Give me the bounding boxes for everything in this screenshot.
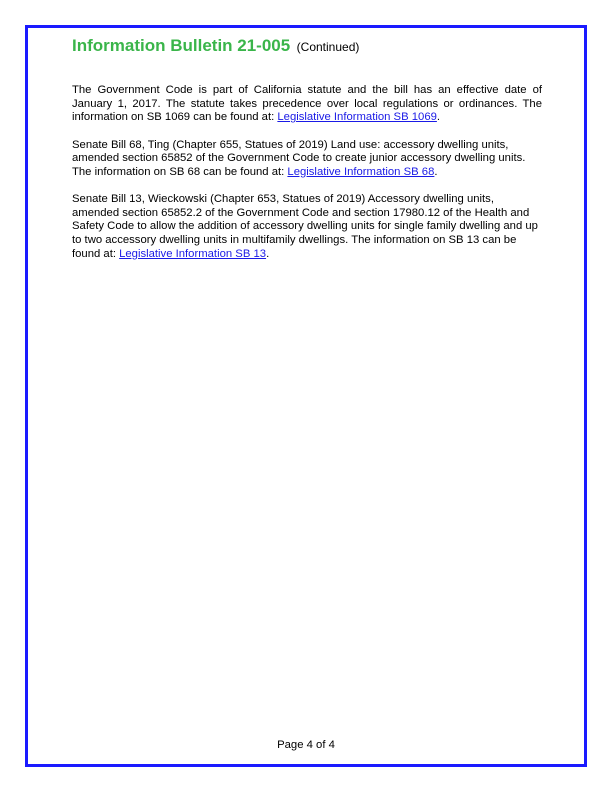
paragraph-text: The Government Code is part of California statute and the bill has an effective date of January 1, 2017. The statute takes precedence over local regulations or ordinances. The information on SB 1069 can be found at: [72, 84, 542, 124]
link-sb-68[interactable]: Legislative Information SB 68 [287, 165, 435, 178]
paragraph-end: . [434, 165, 438, 178]
bulletin-header [72, 36, 359, 56]
paragraph-sb-1069 [72, 84, 542, 125]
continued-label: (Continued) [296, 40, 360, 54]
link-sb-1069[interactable]: Legislative Information SB 1069 [277, 111, 437, 124]
bulletin-body [72, 84, 542, 275]
link-sb-13[interactable]: Legislative Information SB 13 [119, 247, 267, 260]
bulletin-title: Information Bulletin 21-005 [72, 36, 291, 55]
paragraph-sb-68 [72, 139, 542, 180]
paragraph-end: . [436, 111, 441, 124]
paragraph-text: Senate Bill 68, Ting (Chapter 655, Statues of 2019) Land use: accessory dwelling units, amended section 65852 of the Government Code to create junior accessory dwelling units. The information on SB 68 can be found at: [72, 138, 526, 178]
paragraph-text: Senate Bill 13, Wieckowski (Chapter 653, Statues of 2019) Accessory dwelling units, amended section 65852.2 of the Government Code and section 17980.12 of the Health and Safety Code to allow the addition of accessory dwelling units for single family dwelling and up to two accessory dwelling units in multifamily dwellings. The information on SB 13 can be found at: [72, 193, 538, 260]
paragraph-end: . [266, 247, 270, 260]
paragraph-sb-13 [72, 193, 542, 261]
page-number: Page 4 of 4 [277, 739, 335, 751]
